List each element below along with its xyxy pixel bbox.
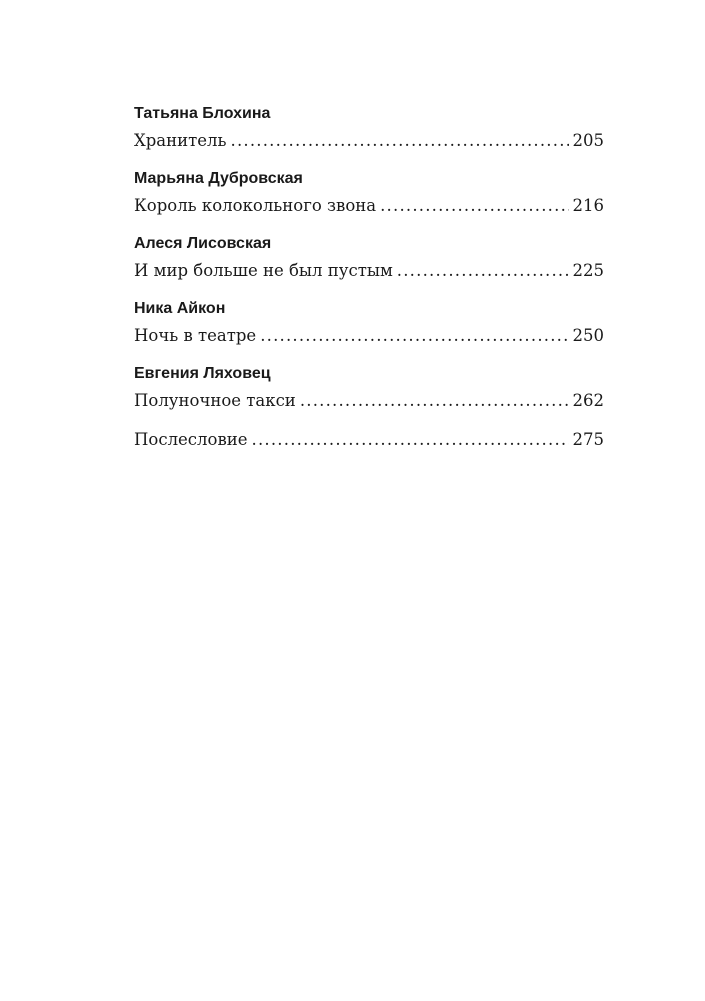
- toc-author: Марьяна Дубровская: [134, 170, 303, 187]
- dot-leader: [252, 425, 569, 455]
- toc-line[interactable]: [134, 256, 604, 286]
- dot-leader: [380, 191, 568, 221]
- toc-line[interactable]: [134, 191, 604, 221]
- toc-entry: [134, 232, 604, 286]
- toc-title: Король колокольного звона: [134, 196, 377, 215]
- toc-line[interactable]: [134, 386, 604, 416]
- toc-entry: [134, 297, 604, 351]
- toc-page-number: 275: [572, 430, 604, 449]
- toc-author: Евгения Ляховец: [134, 365, 271, 382]
- toc-author: Алеся Лисовская: [134, 235, 272, 252]
- toc-page-number: 262: [572, 391, 604, 410]
- toc-line[interactable]: [134, 321, 604, 351]
- toc-author: Ника Айкон: [134, 300, 226, 317]
- dot-leader: [397, 256, 569, 286]
- toc-page-number: 216: [572, 196, 604, 215]
- toc-page-number: 225: [572, 261, 604, 280]
- table-of-contents: [134, 102, 604, 466]
- toc-title: Хранитель: [134, 131, 227, 150]
- toc-entry: [134, 167, 604, 221]
- dot-leader: [231, 126, 569, 156]
- toc-title: И мир больше не был пустым: [134, 261, 393, 280]
- toc-entry: [134, 425, 604, 455]
- dot-leader: [300, 386, 569, 416]
- toc-page-number: 205: [572, 131, 604, 150]
- toc-entry: [134, 102, 604, 156]
- toc-line[interactable]: [134, 126, 604, 156]
- toc-title: Полуночное такси: [134, 391, 296, 410]
- toc-title: Послесловие: [134, 430, 248, 449]
- toc-line[interactable]: [134, 425, 604, 455]
- toc-entry: [134, 362, 604, 416]
- toc-title: Ночь в театре: [134, 326, 257, 345]
- toc-author: Татьяна Блохина: [134, 105, 271, 122]
- dot-leader: [260, 321, 568, 351]
- toc-page-number: 250: [572, 326, 604, 345]
